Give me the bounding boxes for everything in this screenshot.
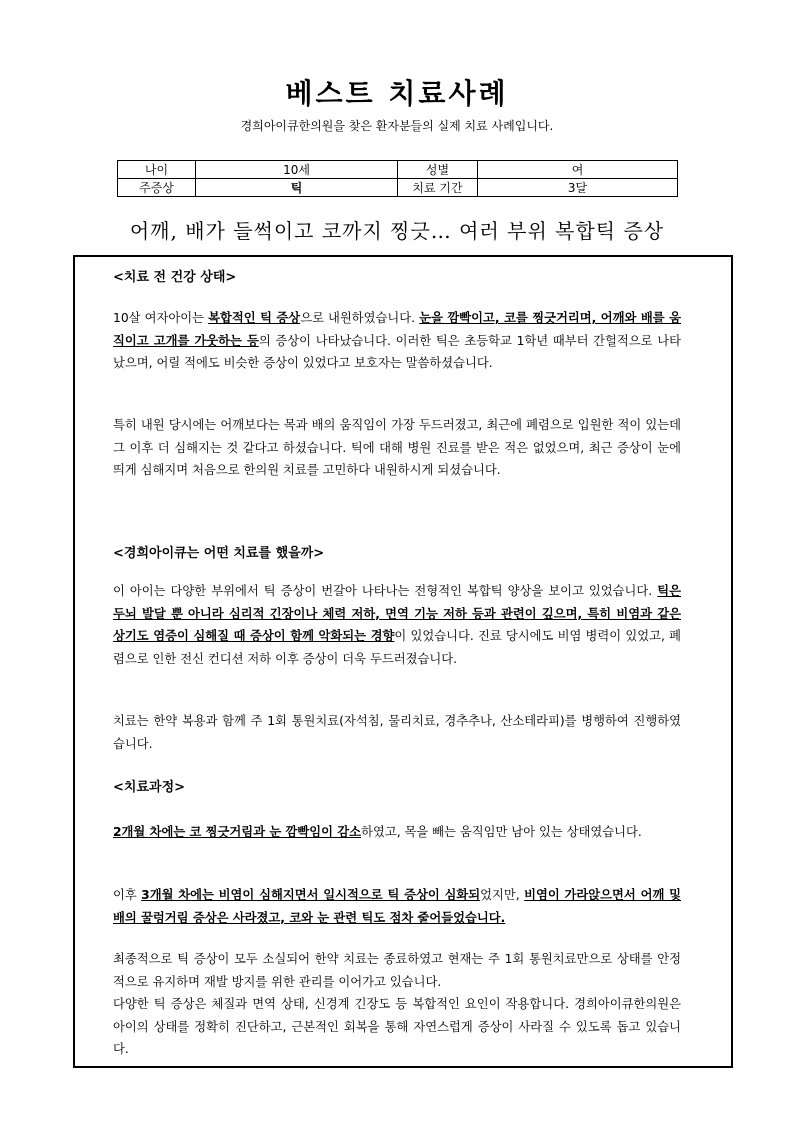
text-run: 었지만,: [480, 888, 525, 902]
emphasis-text: 눈을 깜빡이고, 코를 찡긋거리며, 어깨와 배를 움직이고 고개를 가웃하는 등: [113, 311, 681, 348]
sex-value: 여: [478, 161, 678, 179]
emphasis-text: 2개월 차에는 코 찡긋거림과 눈 깜빡임이 감소: [113, 825, 362, 839]
section-title-before: <치료 전 건강 상태>: [113, 270, 237, 285]
text-run: 하였고, 목을 빼는 움직임만 남아 있는 상태였습니다.: [361, 825, 642, 839]
patient-info-table: [117, 160, 678, 197]
text-run: 으로 내원하였습니다.: [300, 311, 420, 325]
paragraph-process-2: [113, 884, 681, 929]
text-run: 10살 여자아이는: [113, 311, 209, 325]
text-run: 의 증상이 나타났습니다. 이러한 틱은 초등학교 1학년 때부터 간헐적으로 나타났으며, 어릴 적에도 비슷한 증상이 있었다고 보호자는 말씀하셨습니다.: [113, 333, 681, 371]
emphasis-text: 비염이 가라앉으면서 어깨 및 배의 꿀렁거림 증상은 사라졌고, 코와 눈 관련 틱도 점차 줄어들었습니다.: [113, 888, 681, 925]
text-run: 이 아이는 다양한 부위에서 틱 증상이 번갈아 나타나는 전형적인 복합틱 양상을 보이고 있었습니다.: [113, 584, 658, 598]
text-run: 이후: [113, 888, 142, 902]
sex-label: 성별: [398, 161, 478, 179]
section-title-process: <치료과정>: [113, 780, 186, 795]
table-row: [118, 161, 678, 179]
age-value: 10세: [196, 161, 398, 179]
age-label: 나이: [118, 161, 196, 179]
emphasis-text: 복합적인 틱 증상: [208, 311, 301, 325]
paragraph-process-4: 다양한 틱 증상은 체질과 면역 상태, 신경계 긴장도 등 복합적인 요인이 작용합니다. 경희아이큐한의원은 아이의 상태를 정확히 진단하고, 근본적인 회복을 통해 자연스럽게 증상이 사라질 수 있도록 돕고 있습니다.: [113, 997, 681, 1057]
section-title-treatment: <경희아이큐는 어떤 치료를 했을까>: [113, 546, 325, 561]
period-label: 치료 기간: [398, 179, 478, 197]
paragraph-process-3: 최종적으로 틱 증상이 모두 소실되어 한약 치료는 종료하였고 현재는 주 1회 통원치료만으로 상태를 안정적으로 유지하며 재발 방지를 위한 관리를 이어가고 있습니다.: [113, 952, 681, 989]
emphasis-text: 3개월 차에는 비염이 심해지면서 일시적으로 틱 증상이 심화되: [141, 888, 481, 902]
paragraph-treatment-2: 치료는 한약 복용과 함께 주 1회 통원치료(자석침, 물리치료, 경추추나, 산소테라피)를 병행하여 진행하였습니다.: [113, 714, 681, 751]
case-heading: 어깨, 배가 들썩이고 코까지 찡긋… 여러 부위 복합틱 증상: [129, 219, 665, 243]
paragraph-before-2: 특히 내원 당시에는 어깨보다는 목과 배의 움직임이 가장 두드러졌고, 최근에 폐렴으로 입원한 적이 있는데 그 이후 더 심해지는 것 같다고 하셨습니다. 틱에 대해 병원 진료를 받은 적은 없었으며, 최근 증상이 눈에 띄게 심해지며 처음으로 한의원 치료를 고민하다 내원하시게 되셨습니다.: [113, 418, 681, 478]
emphasis-text: 틱은 두뇌 발달 뿐 아니라 심리적 긴장이나 체력 저하, 면역 기능 저하 등과 관련이 깊으며, 특히 비염과 같은 상기도 염증이 심해질 때 증상이 함께 악화되는 경향: [113, 584, 681, 644]
symptom-label: 주증상: [118, 179, 196, 197]
symptom-value: 틱: [196, 179, 398, 197]
paragraph-treatment-1: [113, 580, 681, 670]
page-subtitle: 경희아이큐한의원을 찾은 환자분들의 실제 치료 사례입니다.: [240, 119, 554, 133]
paragraph-process-1: [113, 821, 681, 844]
period-value: 3달: [478, 179, 678, 197]
text-run: 이 있었습니다. 진료 당시에도 비염 병력이 있었고, 폐렴으로 인한 전신 컨디션 저하 이후 증상이 더욱 두드러졌습니다.: [113, 629, 681, 666]
page-title: 베스트 치료사례: [285, 77, 509, 110]
paragraph-before-1: [113, 307, 681, 375]
table-row: [118, 179, 678, 197]
